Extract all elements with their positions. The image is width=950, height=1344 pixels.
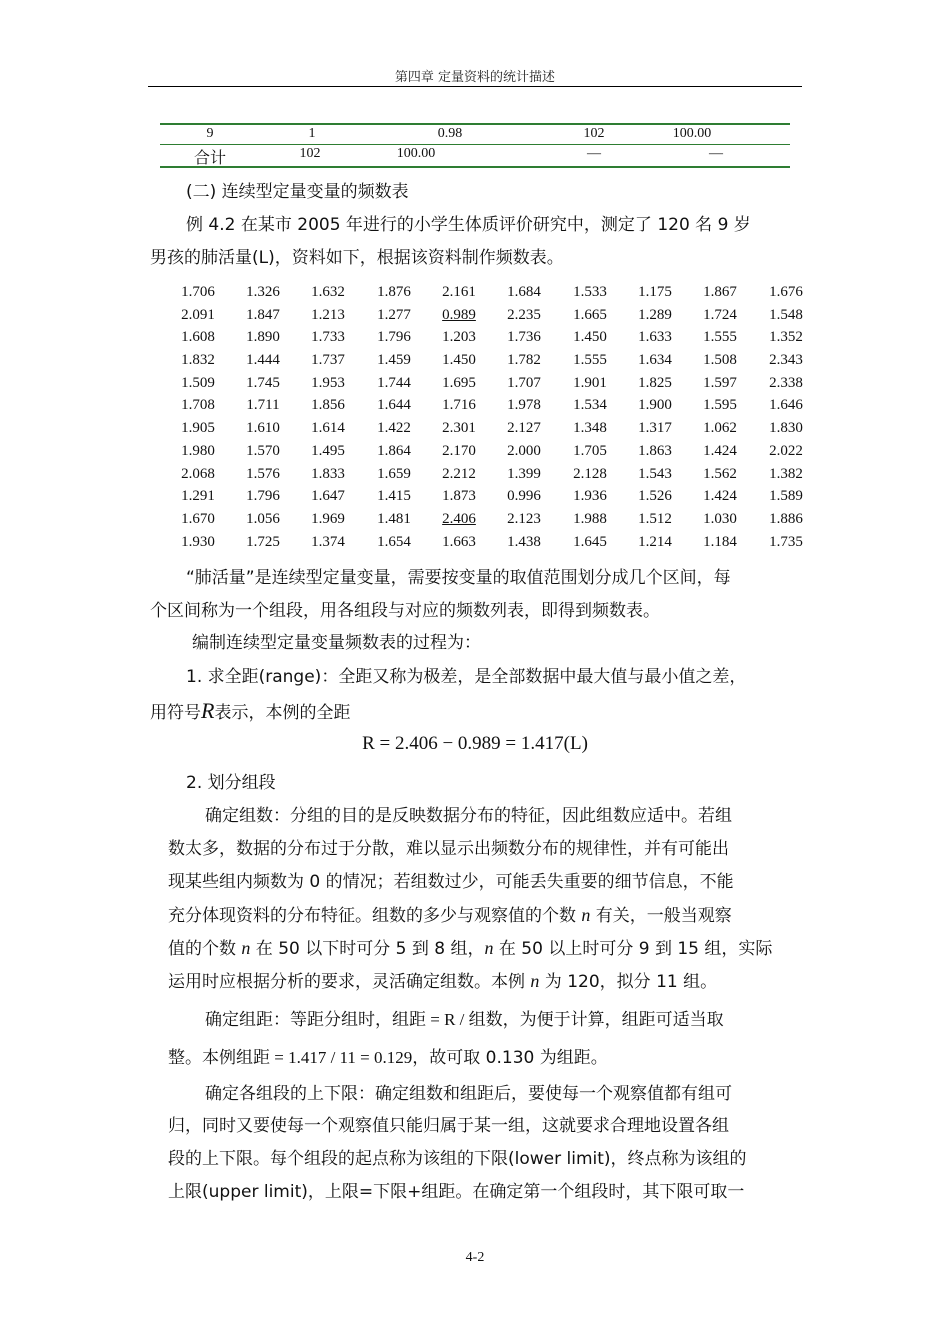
symbol-n: n	[581, 905, 591, 925]
group-width-calculation: 组距 = 1.417 / 11 = 0.129	[236, 1048, 413, 1067]
data-cell: 1.796	[246, 488, 280, 505]
example-line-1: 例 4.2 在某市 2005 年进行的小学生体质评价研究中，测定了 120 名 9 岁	[186, 215, 751, 235]
data-cell: 1.450	[573, 329, 607, 346]
paragraph-line: 现某些组内频数为 0 的情况；若组数过少，可能丢失重要的细节信息，不能	[168, 872, 734, 892]
data-cell: 1.548	[769, 306, 803, 323]
text-span: ，故可取 0.130 为组距。	[412, 1048, 608, 1068]
data-cell: 1.978	[507, 397, 541, 414]
page-header: 第四章 定量资料的统计描述	[394, 70, 556, 85]
table-cell: 100.00	[396, 146, 436, 161]
example-line-2: 男孩的肺活量(L)，资料如下，根据该资料制作频数表。	[150, 248, 564, 268]
data-cell: 2.128	[573, 465, 607, 482]
data-cell: 1.509	[181, 374, 215, 391]
data-cell: 1.706	[181, 284, 215, 300]
data-cell: 1.062	[703, 420, 737, 437]
data-row	[168, 307, 808, 330]
group-width-formula: 组距 = R / 组数	[392, 1010, 503, 1029]
data-cell: 1.555	[573, 352, 607, 369]
data-cell: 1.348	[573, 420, 607, 437]
data-cell: 1.873	[442, 488, 476, 505]
data-cell: 1.633	[638, 329, 672, 346]
data-row	[168, 466, 808, 489]
data-cell: 2.338	[769, 374, 803, 391]
data-cell: 1.969	[311, 510, 345, 527]
data-cell: 1.936	[573, 488, 607, 505]
data-cell: 1.597	[703, 374, 737, 391]
data-cell: 1.512	[638, 510, 672, 527]
data-cell: 2.123	[507, 510, 541, 527]
data-cell: 2.343	[769, 352, 803, 369]
data-cell: 1.832	[181, 352, 215, 369]
data-cell: 1.610	[246, 420, 280, 437]
paragraph-line: 个区间称为一个组段，用各组段与对应的频数列表，即得到频数表。	[150, 601, 660, 621]
data-cell: 1.856	[311, 397, 345, 414]
data-cell: 1.647	[311, 488, 345, 505]
paragraph-line: 确定各组段的上下限：确定组数和组距后，要使每一个观察值都有组可	[205, 1084, 732, 1104]
data-cell: 1.725	[246, 533, 280, 550]
data-cell: 1.733	[311, 329, 345, 346]
table-cell: —	[587, 146, 601, 161]
data-cell: 1.608	[181, 329, 215, 346]
data-cell: 1.450	[442, 352, 476, 369]
data-row	[168, 375, 808, 398]
text-span: 表示，本例的全距	[214, 703, 351, 723]
data-cell: 1.422	[377, 420, 411, 437]
data-cell: 2.161	[442, 284, 476, 300]
data-cell: 1.736	[507, 329, 541, 346]
table-cell: 0.98	[437, 126, 463, 141]
data-cell: 1.676	[769, 284, 803, 300]
data-cell: 1.399	[507, 465, 541, 482]
text-span: 运用时应根据分析的要求，灵活确定组数。本例	[168, 972, 531, 992]
data-cell: 1.744	[377, 374, 411, 391]
data-cell: 1.796	[377, 329, 411, 346]
data-cell: 1.289	[638, 306, 672, 323]
data-cell: 1.847	[246, 306, 280, 323]
symbol-R: R	[201, 698, 215, 723]
data-cell: 2.022	[769, 442, 803, 459]
data-cell: 1.203	[442, 329, 476, 346]
data-cell: 1.589	[769, 488, 803, 505]
data-cell: 1.705	[573, 442, 607, 459]
table-cell: 合计	[193, 148, 226, 167]
data-row	[168, 284, 808, 307]
data-cell: 1.184	[703, 533, 737, 550]
data-cell: 1.382	[769, 465, 803, 482]
text-span: 确定组距：等距分组时，	[205, 1010, 392, 1030]
text-span: 为 120，拟分 11 组。	[539, 972, 718, 992]
data-row	[168, 443, 808, 466]
paragraph-line: 上限(upper limit)，上限=下限+组距。在确定第一个组段时，其下限可取一	[168, 1182, 745, 1202]
symbol-n: n	[530, 971, 540, 991]
table-cell: 9	[206, 126, 214, 141]
table-cell: 102	[299, 146, 321, 161]
paragraph-line: 确定组数：分组的目的是反映数据分布的特征，因此组数应适中。若组	[205, 806, 732, 826]
data-cell: 1.876	[377, 284, 411, 300]
data-cell: 1.317	[638, 420, 672, 437]
table-cell: —	[709, 146, 723, 161]
data-cell: 2.127	[507, 420, 541, 437]
data-cell: 1.277	[377, 306, 411, 323]
text-span: 有关，一般当观察	[590, 906, 732, 926]
data-cell: 2.068	[181, 465, 215, 482]
header-rule	[148, 86, 802, 87]
data-cell: 2.000	[507, 442, 541, 459]
paragraph-line: 数太多，数据的分布过于分散，难以显示出频数分布的规律性，并有可能出	[168, 839, 729, 859]
data-cell: 1.481	[377, 510, 411, 527]
data-cell: 1.659	[377, 465, 411, 482]
data-row	[168, 420, 808, 443]
data-cell: 1.374	[311, 533, 345, 550]
data-cell: 1.438	[507, 533, 541, 550]
data-cell: 1.213	[311, 306, 345, 323]
data-cell: 1.508	[703, 352, 737, 369]
data-cell: 1.644	[377, 397, 411, 414]
data-cell: 1.415	[377, 488, 411, 505]
paragraph-line	[168, 898, 732, 933]
data-cell: 1.724	[703, 306, 737, 323]
data-cell: 1.901	[573, 374, 607, 391]
data-cell: 1.030	[703, 510, 737, 527]
data-row	[168, 329, 808, 352]
data-cell: 1.352	[769, 329, 803, 346]
data-cell: 1.930	[181, 533, 215, 550]
data-cell: 1.745	[246, 374, 280, 391]
paragraph-line: “肺活量”是连续型定量变量，需要按变量的取值范围划分成几个区间，每	[186, 568, 731, 588]
data-cell: 0.996	[507, 488, 541, 505]
data-cell: 1.670	[181, 510, 215, 527]
table-cell: 1	[308, 126, 316, 141]
data-cell: 1.665	[573, 306, 607, 323]
table-rule-mid	[160, 144, 790, 145]
data-cell: 1.614	[311, 420, 345, 437]
paragraph-line	[168, 964, 717, 999]
paragraph-line	[150, 694, 350, 730]
data-cell: 1.326	[246, 284, 280, 300]
symbol-n: n	[241, 938, 251, 958]
data-cell: 1.980	[181, 442, 215, 459]
data-cell: 1.495	[311, 442, 345, 459]
table-rule-bottom	[160, 166, 790, 168]
data-cell: 1.214	[638, 533, 672, 550]
paragraph-line	[168, 931, 772, 966]
text-span: 整。本例	[168, 1048, 236, 1068]
data-cell: 1.886	[769, 510, 803, 527]
symbol-n: n	[484, 938, 494, 958]
data-row	[168, 352, 808, 375]
data-cell: 2.406	[442, 510, 476, 527]
data-cell: 1.953	[311, 374, 345, 391]
table-cell: 100.00	[672, 126, 712, 141]
data-cell: 1.867	[703, 284, 737, 300]
data-cell: 1.570	[246, 442, 280, 459]
page-number: 4-2	[465, 1250, 485, 1265]
paragraph-line: 1. 求全距(range)：全距又称为极差，是全部数据中最大值与最小值之差，	[186, 667, 747, 687]
data-cell: 1.833	[311, 465, 345, 482]
paragraph-line	[205, 1003, 724, 1037]
paragraph-line: 2. 划分组段	[186, 773, 276, 793]
data-cell: 2.301	[442, 420, 476, 437]
data-cell: 2.235	[507, 306, 541, 323]
range-formula: R = 2.406 − 0.989 = 1.417(L)	[362, 733, 588, 754]
data-row	[168, 488, 808, 511]
paragraph-line	[168, 1041, 608, 1075]
data-row	[168, 534, 808, 557]
data-cell: 1.737	[311, 352, 345, 369]
data-cell: 1.534	[573, 397, 607, 414]
data-cell: 1.444	[246, 352, 280, 369]
data-cell: 1.905	[181, 420, 215, 437]
data-cell: 1.291	[181, 488, 215, 505]
data-cell: 0.989	[442, 306, 476, 323]
data-cell: 1.175	[638, 284, 672, 300]
data-cell: 1.645	[573, 533, 607, 550]
data-cell: 1.646	[769, 397, 803, 414]
data-cell: 1.056	[246, 510, 280, 527]
data-cell: 1.684	[507, 284, 541, 300]
data-cell: 1.711	[246, 397, 280, 414]
paragraph-line: 编制连续型定量变量频数表的过程为：	[192, 633, 481, 653]
data-cell: 2.212	[442, 465, 476, 482]
data-cell: 1.900	[638, 397, 672, 414]
text-span: 在 50 以上时可分 9 到 15 组，实际	[493, 939, 773, 959]
data-row	[168, 397, 808, 420]
text-span: 值的个数	[168, 939, 242, 959]
text-span: ，为便于计算，组距可适当取	[502, 1010, 724, 1030]
data-cell: 1.555	[703, 329, 737, 346]
text-span: 在 50 以下时可分 5 到 8 组，	[250, 939, 485, 959]
data-cell: 1.707	[507, 374, 541, 391]
data-cell: 1.459	[377, 352, 411, 369]
data-cell: 2.091	[181, 306, 215, 323]
data-cell: 1.988	[573, 510, 607, 527]
data-cell: 1.830	[769, 420, 803, 437]
data-cell: 1.863	[638, 442, 672, 459]
data-cell: 1.562	[703, 465, 737, 482]
text-span: 用符号	[150, 703, 201, 723]
data-cell: 1.663	[442, 533, 476, 550]
data-cell: 1.634	[638, 352, 672, 369]
data-cell: 1.595	[703, 397, 737, 414]
table-cell: 102	[583, 126, 605, 141]
data-cell: 1.716	[442, 397, 476, 414]
data-cell: 1.424	[703, 488, 737, 505]
data-cell: 1.825	[638, 374, 672, 391]
section-title: (二) 连续型定量变量的频数表	[186, 182, 409, 202]
text-span: 充分体现资料的分布特征。组数的多少与观察值的个数	[168, 906, 582, 926]
data-cell: 1.890	[246, 329, 280, 346]
data-cell: 1.864	[377, 442, 411, 459]
data-cell: 1.543	[638, 465, 672, 482]
lung-capacity-data-grid	[168, 284, 808, 556]
data-row	[168, 511, 808, 534]
data-cell: 1.632	[311, 284, 345, 300]
data-cell: 1.735	[769, 533, 803, 550]
data-cell: 1.695	[442, 374, 476, 391]
paragraph-line: 归，同时又要使每一个观察值只能归属于某一组，这就要求合理地设置各组	[168, 1116, 729, 1136]
paragraph-line: 段的上下限。每个组段的起点称为该组的下限(lower limit)，终点称为该组的	[168, 1149, 747, 1169]
data-cell: 1.533	[573, 284, 607, 300]
data-cell: 1.424	[703, 442, 737, 459]
table-rule-top	[160, 123, 790, 125]
data-cell: 2.170	[442, 442, 476, 459]
data-cell: 1.654	[377, 533, 411, 550]
data-cell: 1.526	[638, 488, 672, 505]
data-cell: 1.708	[181, 397, 215, 414]
data-cell: 1.782	[507, 352, 541, 369]
data-cell: 1.576	[246, 465, 280, 482]
